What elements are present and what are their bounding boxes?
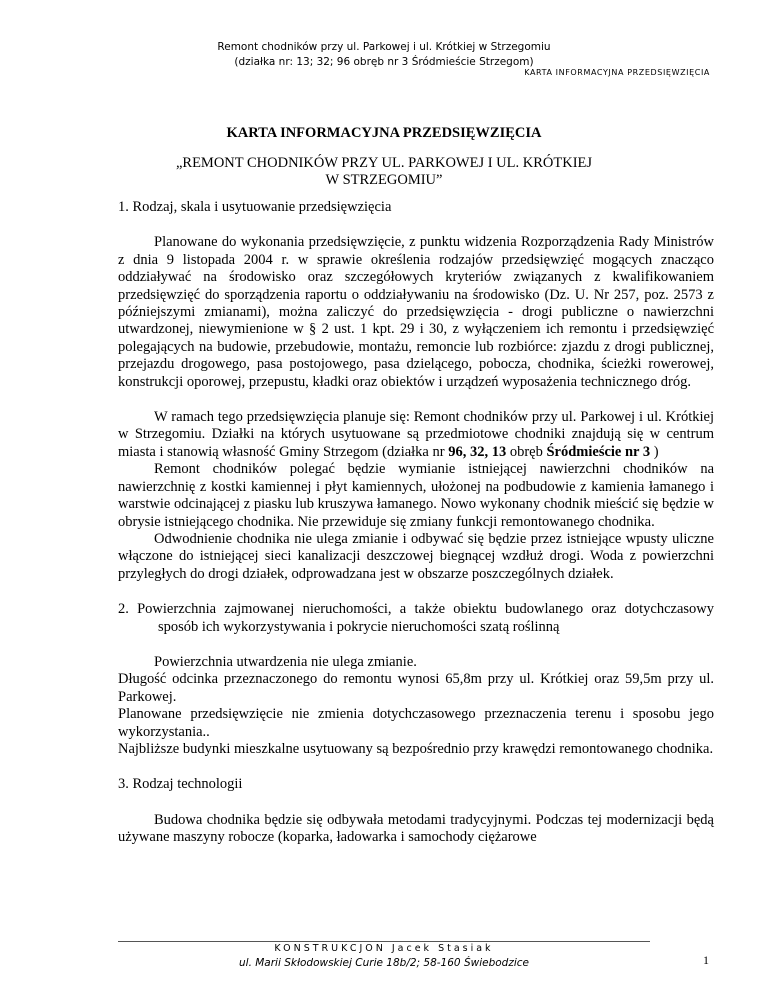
- section-2-paragraph-4: Najbliższe budynki mieszkalne usytuowany są bezpośrednio przy krawędzi remontowanego chodnika.: [118, 740, 714, 757]
- page-number: 1: [703, 953, 709, 967]
- section-2-heading: 2. Powierzchnia zajmowanej nieruchomości, a także obiektu budowlanego oraz dotychczasowy sposób ich wykorzystywania i pokrycie nieruchomości szatą roślinną: [118, 601, 714, 635]
- parcel-numbers: 96, 32, 13: [448, 443, 507, 460]
- section-2-paragraph-2: Długość odcinka przeznaczonego do remontu wynosi 65,8m przy ul. Krótkiej oraz 59,5m przy ul. Parkowej.: [118, 671, 714, 705]
- section-1-paragraph-2: [118, 409, 714, 461]
- precinct-name: Śródmieście nr 3: [546, 443, 651, 460]
- header-line-1: Remont chodników przy ul. Parkowej i ul. Krótkiej w Strzegomiu: [217, 41, 551, 53]
- running-header: [0, 40, 768, 70]
- subtitle-line-1: „REMONT CHODNIKÓW PRZY UL. PARKOWEJ I UL. KRÓTKIEJ: [175, 155, 593, 171]
- paragraph-text: ): [650, 443, 659, 460]
- section-1-paragraph-1: Planowane do wykonania przedsięwzięcie, z punktu widzenia Rozporządzenia Rady Ministrów z dnia 9 listopada 2004 r. w sprawie określenia rodzajów przedsięwzięć mogących znacząco oddziaływać na środowisko oraz szczegółowych kryteriów związanych z kwalifikowaniem przedsięwzięć do sporządzenia raportu o oddziaływaniu na środowisko (Dz. U. Nr 257, poz. 2573 z późniejszymi zmianami), można zaliczyć do przedsięwzięcia - drogi publiczne o nawierzchni utwardzonej, niewymienione w § 2 ust. 1 kpt. 29 i 30, z wyłączeniem ich remontu i przedsięwzięć polegających na budowie, przebudowie, montażu, remoncie lub rozbiórce: zjazdu z drogi publicznej, przejazdu drogowego, pasa postojowego, pasa dzielącego, pobocza, chodnika, ścieżki rowerowej, konstrukcji oporowej, przepustu, kładki oraz obiektów i urządzeń wyposażenia technicznego dróg.: [118, 234, 714, 390]
- section-3-paragraph-1: Budowa chodnika będzie się odbywała metodami tradycyjnymi. Podczas tej modernizacji będą używane maszyny robocze (koparka, ładowarka i samochody ciężarowe: [118, 811, 714, 846]
- section-2-paragraph-1: Powierzchnia utwardzenia nie ulega zmianie.: [154, 653, 417, 670]
- document-subtitle: [0, 155, 768, 189]
- document-body: [118, 199, 714, 847]
- page-footer: [118, 943, 650, 969]
- footer-company: KONSTRUKCJON Jacek Stasiak: [274, 943, 494, 954]
- document-title: KARTA INFORMACYJNA PRZEDSIĘWZIĘCIA: [226, 125, 542, 141]
- section-1-heading: 1. Rodzaj, skala i usytuowanie przedsięwzięcia: [118, 199, 392, 215]
- header-line-2: (działka nr: 13; 32; 96 obręb nr 3 Śródmieście Strzegom): [234, 56, 534, 68]
- section-1-paragraph-4: Odwodnienie chodnika nie ulega zmianie i odbywać się będzie przez istniejące wpusty uliczne włączone do istniejącej sieci kanalizacji deszczowej biegnącej wzdłuż drogi. Woda z powierzchni przyległych do drogi działek, odprowadzana jest w obszarze poszczególnych działek.: [118, 530, 714, 582]
- subtitle-line-2: W STRZEGOMIU”: [325, 172, 443, 188]
- footer-divider: [118, 941, 650, 942]
- paragraph-text: obręb: [506, 443, 547, 460]
- section-2-paragraph-3: Planowane przedsięwzięcie nie zmienia dotychczasowego przeznaczenia terenu i sposobu jego wykorzystania..: [118, 706, 714, 740]
- section-1-paragraph-3: Remont chodników polegać będzie wymianie istniejącej nawierzchni chodników na nawierzchnię z kostki kamiennej i płyt kamiennych, ułożonej na podbudowie z kamienia łamanego i warstwie odcinającej z piasku lub kruszywa łamanego. Nowo wykonany chodnik mieścić się będzie w obrysie istniejącego chodnika. Nie przewiduje się zmiany funkcji remontowanego chodnika.: [118, 461, 714, 530]
- header-tag: KARTA INFORMACYJNA PRZEDSIĘWZIĘCIA: [524, 68, 710, 77]
- paragraph-text: W ramach tego przedsięwzięcia planuje się: Remont chodników przy ul. Parkowej i ul. Krótkiej w Strzegomiu. Działki na których usytuowane są przedmiotowe chodniki znajdują się w centrum miasta i stanowią własność Gminy Strzegom (działka nr: [118, 409, 714, 460]
- section-3-heading: 3. Rodzaj technologii: [118, 776, 243, 793]
- footer-address: ul. Marii Skłodowskiej Curie 18b/2; 58-160 Świebodzice: [239, 957, 529, 969]
